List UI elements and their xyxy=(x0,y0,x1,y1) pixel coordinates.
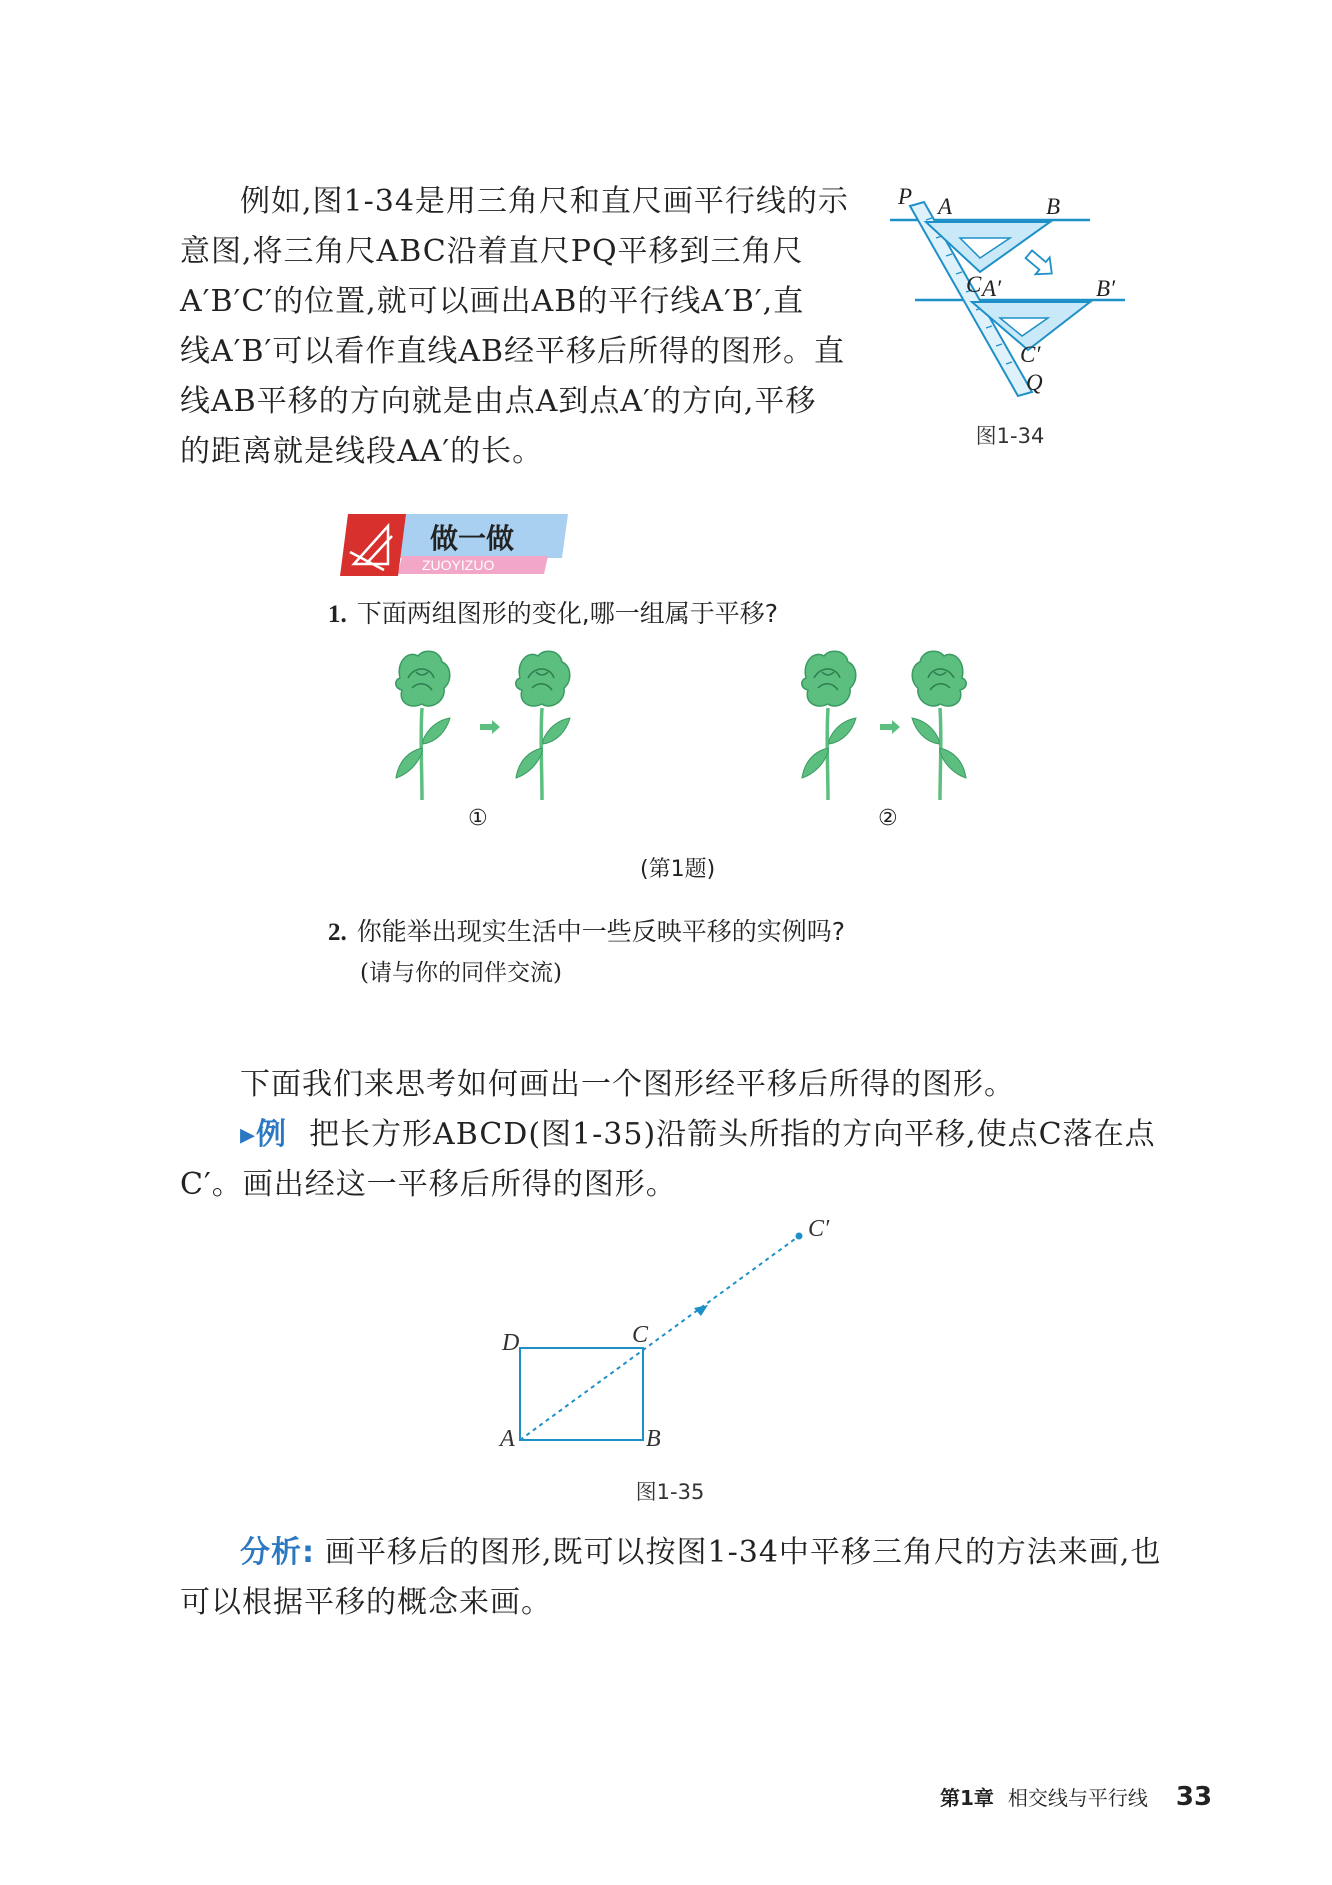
intro-line-6: 的距离就是线段AA′的长。 xyxy=(180,434,544,469)
figure-1-35-caption: 图1-35 xyxy=(635,1480,705,1504)
intro-line-4: 线A′B′可以看作直线AB经平移后所得的图形。直 xyxy=(180,334,846,369)
flower-figures xyxy=(380,648,1020,808)
label-B: B xyxy=(1046,194,1061,219)
analysis-label: 分析: xyxy=(240,1535,315,1570)
zuoyizuo-pinyin: ZUOYIZUO xyxy=(422,557,495,573)
figure-1-34 xyxy=(880,180,1140,440)
label-circle-2: ② xyxy=(878,806,898,831)
analysis-line-2: 可以根据平移的概念来画。 xyxy=(180,1585,552,1620)
flower-1a xyxy=(396,651,450,800)
question-2 xyxy=(328,912,845,948)
label-C-prime: C′ xyxy=(1020,342,1041,367)
label-A: A xyxy=(938,194,953,219)
intro-line-1: 例如,图1-34是用三角尺和直尺画平行线的示 xyxy=(240,184,849,219)
label-A-prime: A′ xyxy=(982,276,1002,301)
intro-line-3: A′B′C′的位置,就可以画出AB的平行线A′B′,直 xyxy=(180,284,805,319)
label-P: P xyxy=(898,184,913,209)
figure-1-35 xyxy=(490,1210,850,1460)
label-Q: Q xyxy=(1026,370,1043,395)
rect-label-A: A xyxy=(500,1426,515,1452)
intro-paragraph xyxy=(180,177,870,477)
label-B-prime: B′ xyxy=(1096,276,1116,301)
example-tag: ▸例 xyxy=(240,1117,288,1152)
zuoyizuo-title: 做一做 xyxy=(430,522,515,555)
analysis-line-1: 画平移后的图形,既可以按图1-34中平移三角尺的方法来画,也 xyxy=(325,1535,1162,1570)
intro-line-2: 意图,将三角尺ABC沿着直尺PQ平移到三角尺 xyxy=(180,234,804,269)
question-2-text: 你能举出现实生活中一些反映平移的实例吗? xyxy=(356,917,846,946)
question-2-number: 2. xyxy=(328,919,347,946)
flower-1b xyxy=(516,651,570,800)
paragraph-2: 下面我们来思考如何画出一个图形经平移后所得的图形。 xyxy=(240,1067,1015,1102)
label-circle-1: ① xyxy=(468,806,488,831)
label-C-prime-target: C′ xyxy=(808,1216,830,1242)
question-1-caption: (第1题) xyxy=(640,857,716,882)
analysis-block xyxy=(180,1528,1180,1628)
footer-title: 相交线与平行线 xyxy=(1007,1786,1148,1810)
rect-label-D: D xyxy=(502,1330,520,1356)
example-line-1: 把长方形ABCD(图1-35)沿箭头所指的方向平移,使点C落在点 xyxy=(309,1117,1156,1152)
question-1-text: 下面两组图形的变化,哪一组属于平移? xyxy=(356,599,778,628)
example-line-2: C′。画出经这一平移后所得的图形。 xyxy=(180,1167,677,1202)
arrow-2 xyxy=(880,720,900,734)
page-footer xyxy=(940,1782,1212,1812)
example-block xyxy=(180,1110,1180,1210)
figure-1-34-caption: 图1-34 xyxy=(975,424,1045,448)
question-1-number: 1. xyxy=(328,601,347,628)
intro-line-5: 线AB平移的方向就是由点A到点A′的方向,平移 xyxy=(180,384,817,419)
footer-chapter: 第1章 xyxy=(940,1786,994,1810)
question-1 xyxy=(328,594,778,630)
label-C: C xyxy=(966,272,982,297)
question-2-note: (请与你的同伴交流) xyxy=(360,960,562,986)
zuoyizuo-badge xyxy=(340,512,570,578)
flower-2a xyxy=(802,651,856,800)
page-number: 33 xyxy=(1175,1782,1213,1812)
flower-2b xyxy=(912,651,966,800)
rect-label-B: B xyxy=(646,1426,661,1452)
rect-label-C: C xyxy=(632,1322,649,1348)
arrow-1 xyxy=(480,720,500,734)
